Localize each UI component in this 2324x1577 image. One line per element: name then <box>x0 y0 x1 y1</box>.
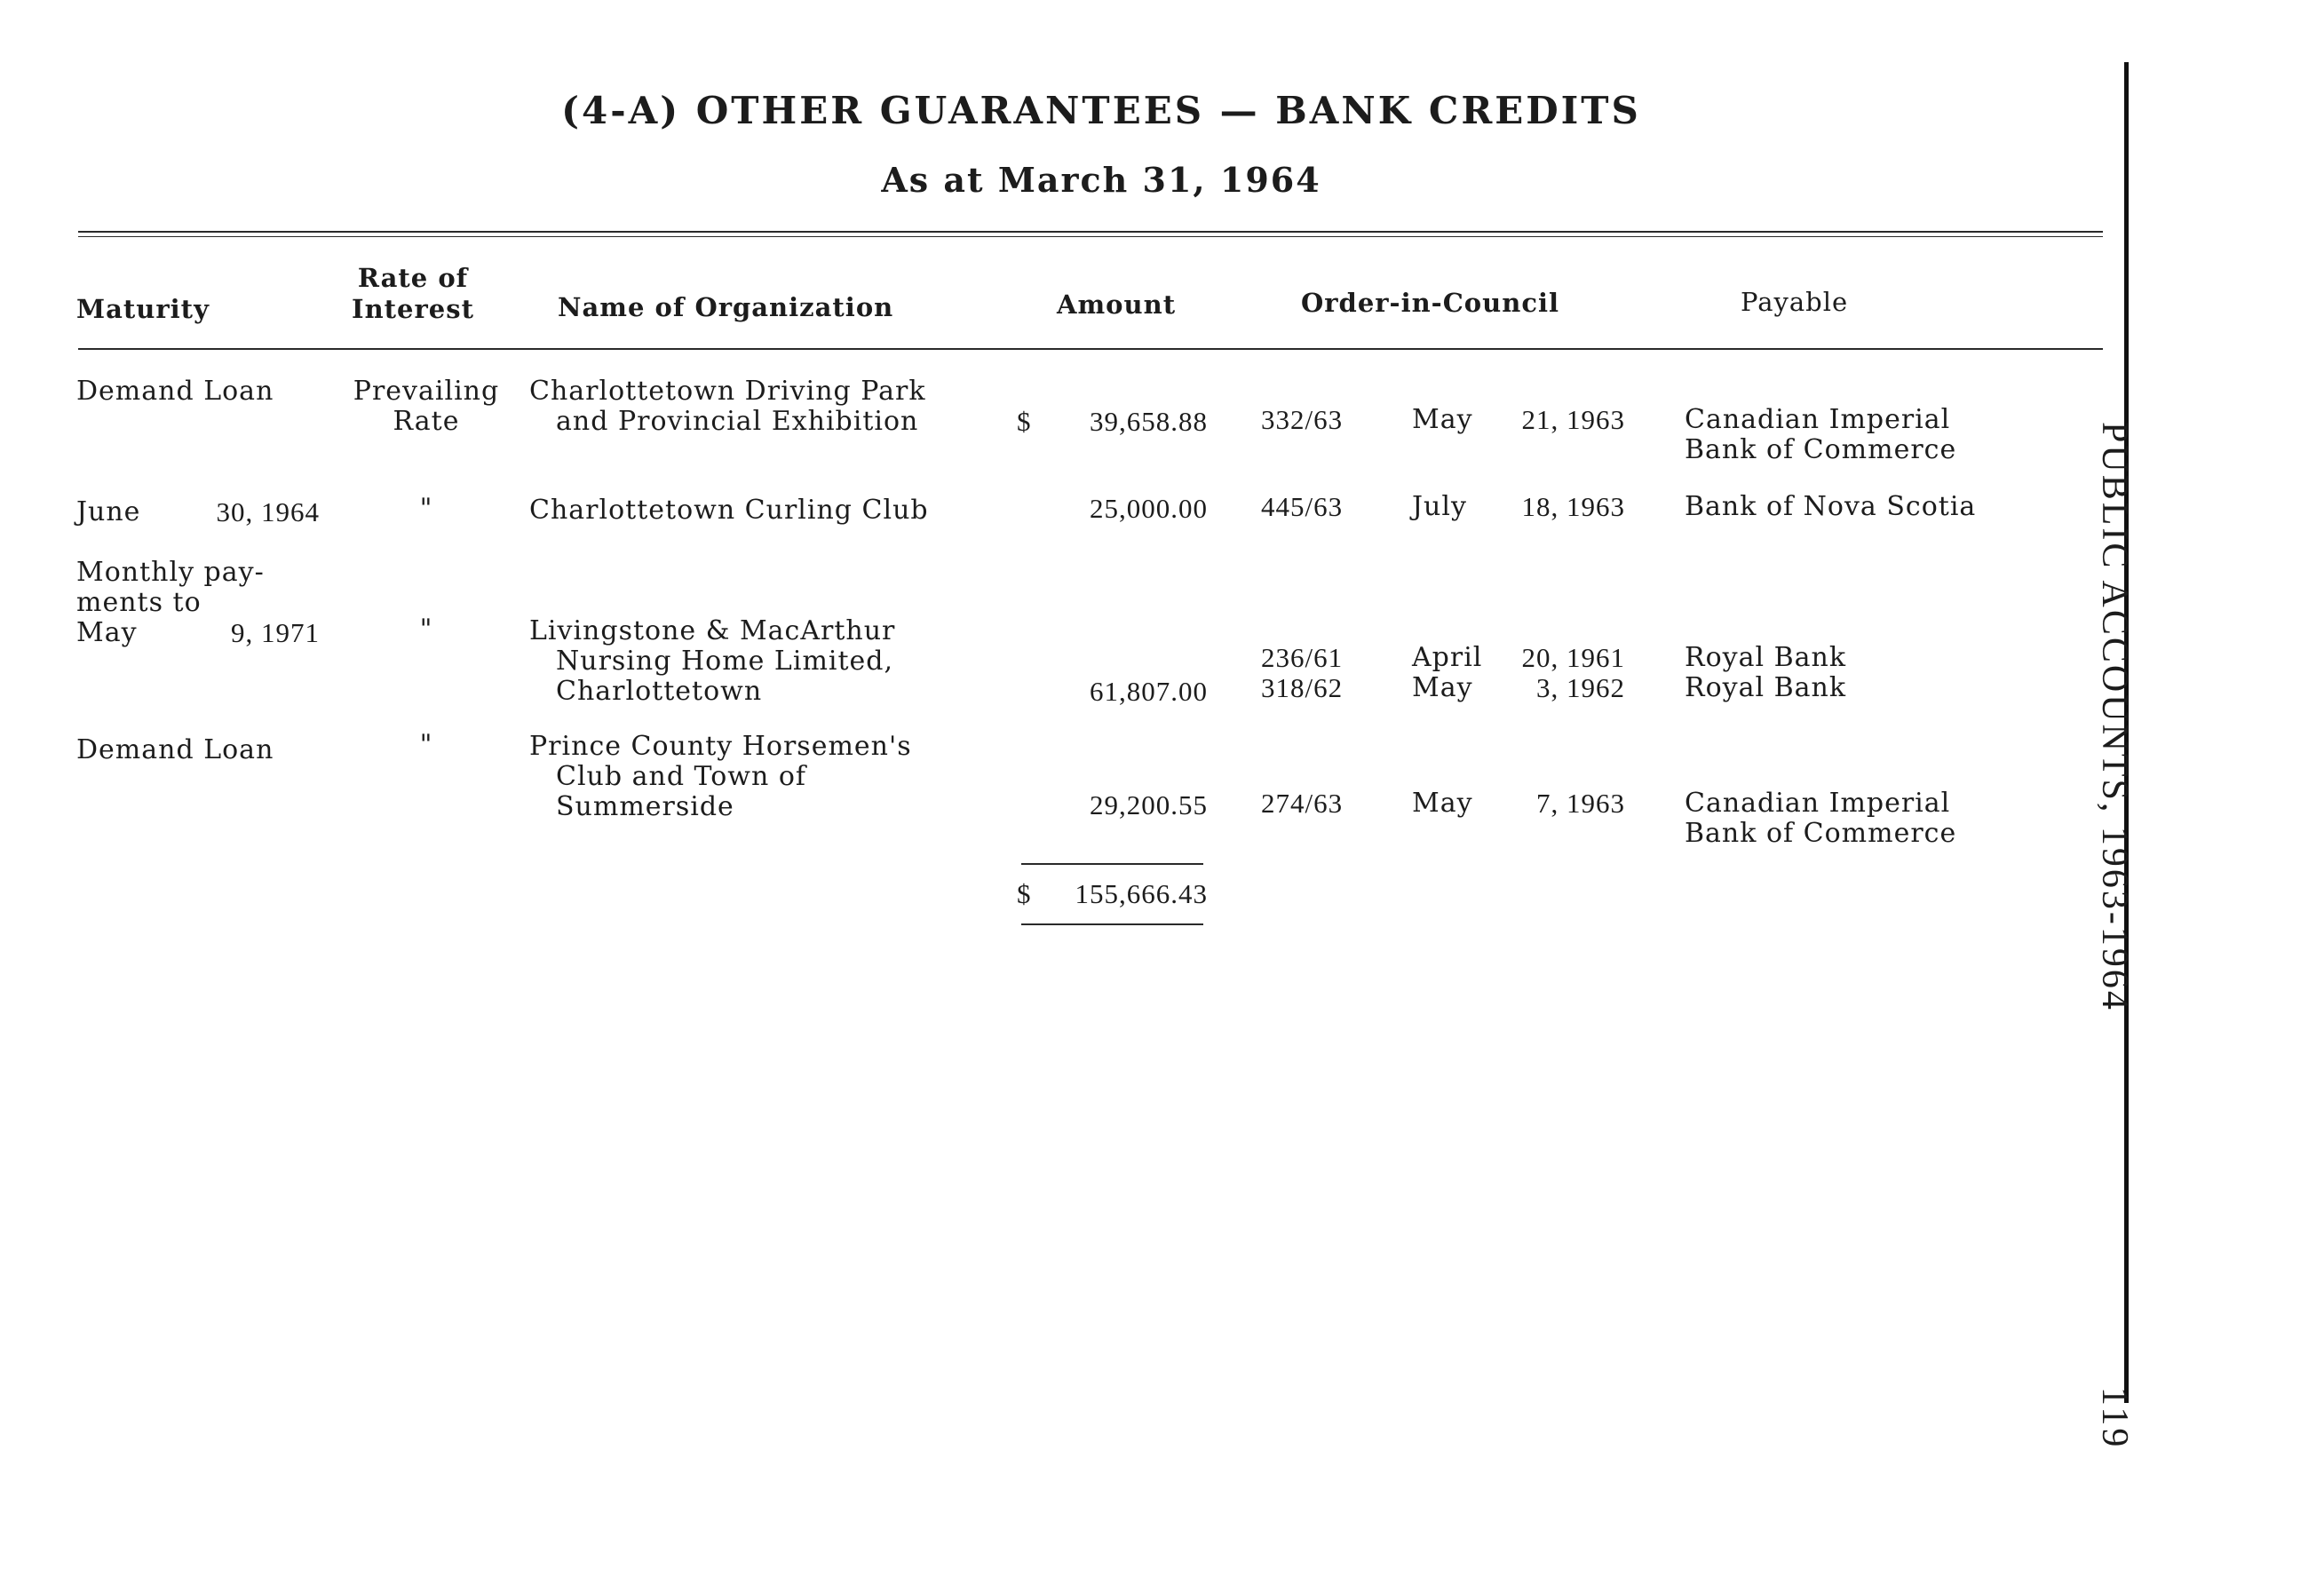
amount-cell: 29,200.55 <box>1090 789 1208 820</box>
maturity-cell: Demand Loan <box>76 376 274 407</box>
order-number: 274/63 <box>1261 788 1344 819</box>
amount-cell: 25,000.00 <box>1090 493 1208 524</box>
total-rule-top <box>1021 863 1203 865</box>
order-month: May <box>1412 788 1473 819</box>
amount-cell: 39,658.88 <box>1090 406 1208 437</box>
ditto-mark: " <box>419 614 433 645</box>
order-month: May <box>1412 672 1473 703</box>
total-amount: 155,666.43 <box>1075 878 1208 909</box>
payable-cell: Canadian Imperial <box>1685 404 1951 435</box>
organization-cell: Nursing Home Limited, <box>556 646 894 677</box>
column-header-rate-line2: Interest <box>352 294 474 324</box>
total-rule-bottom <box>1021 923 1203 925</box>
organization-cell: Charlottetown Curling Club <box>529 495 929 526</box>
column-header-maturity: Maturity <box>76 294 210 324</box>
payable-cell: Bank of Nova Scotia <box>1685 491 1977 522</box>
column-header-amount: Amount <box>1057 289 1177 320</box>
order-date: 18, 1963 <box>1521 491 1625 522</box>
organization-cell: Club and Town of <box>556 761 807 792</box>
maturity-cell: 30, 1964 <box>216 496 320 527</box>
ditto-mark: " <box>419 729 433 760</box>
maturity-cell: May <box>76 617 138 648</box>
order-date: 21, 1963 <box>1521 404 1625 435</box>
column-header-payable: Payable <box>1741 287 1849 317</box>
table-subtitle: As at March 31, 1964 <box>881 160 1321 200</box>
maturity-cell: June <box>76 496 141 527</box>
payable-cell: Canadian Imperial <box>1685 788 1951 819</box>
payable-cell: Royal Bank <box>1685 672 1847 703</box>
maturity-cell: 9, 1971 <box>231 617 320 648</box>
order-number: 236/61 <box>1261 642 1344 673</box>
column-header-order-in-council: Order-in-Council <box>1301 288 1560 318</box>
order-month: May <box>1412 404 1473 435</box>
payable-cell: Bank of Commerce <box>1685 818 1957 849</box>
payable-cell: Royal Bank <box>1685 642 1847 673</box>
payable-cell: Bank of Commerce <box>1685 434 1957 465</box>
organization-cell: Prince County Horsemen's <box>529 731 912 762</box>
top-rule <box>78 231 2103 233</box>
amount-cell: 61,807.00 <box>1090 676 1208 707</box>
order-date: 20, 1961 <box>1521 642 1625 673</box>
organization-cell: Charlottetown <box>556 676 763 707</box>
rate-cell: Prevailing <box>353 376 500 407</box>
column-header-rate-line1: Rate of <box>357 263 469 293</box>
page-number: 119 <box>2094 1386 2135 1450</box>
organization-cell: and Provincial Exhibition <box>556 406 919 437</box>
maturity-cell: Demand Loan <box>76 734 274 765</box>
organization-cell: Summerside <box>556 791 734 822</box>
maturity-cell: ments to <box>76 587 202 618</box>
organization-cell: Livingstone & MacArthur <box>529 615 896 646</box>
order-month: April <box>1412 642 1483 673</box>
order-date: 7, 1963 <box>1536 788 1625 819</box>
organization-cell: Charlottetown Driving Park <box>529 376 926 407</box>
order-date: 3, 1962 <box>1536 672 1625 703</box>
order-month: July <box>1412 491 1467 522</box>
currency-symbol: $ <box>1017 406 1032 437</box>
side-caption <box>2093 422 2136 1450</box>
order-number: 318/62 <box>1261 672 1344 703</box>
publication-title: PUBLIC ACCOUNTS, 1963-1964 <box>2094 422 2135 1012</box>
table-title: (4-A) OTHER GUARANTEES — BANK CREDITS <box>561 89 1641 132</box>
top-rule-thin <box>78 236 2103 237</box>
column-header-organization: Name of Organization <box>558 292 894 322</box>
header-rule <box>78 348 2103 350</box>
total-currency: $ <box>1017 878 1032 909</box>
order-number: 445/63 <box>1261 491 1344 522</box>
maturity-cell: Monthly pay- <box>76 557 265 588</box>
order-number: 332/63 <box>1261 404 1344 435</box>
ditto-mark: " <box>419 493 433 524</box>
rate-cell: Rate <box>393 406 460 437</box>
